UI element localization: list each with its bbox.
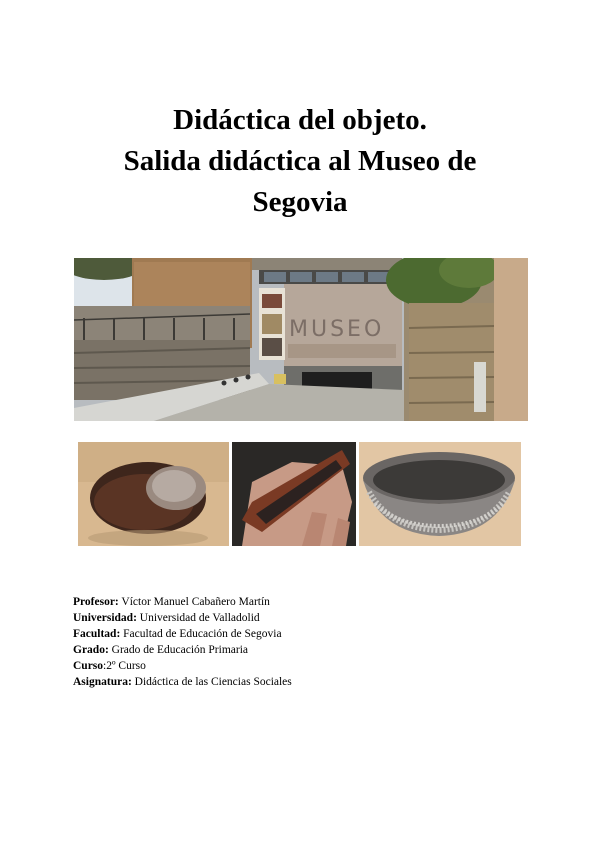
info-label: Universidad:	[73, 612, 137, 624]
title-line-3: Segovia	[252, 186, 348, 218]
polished-stone-photo	[78, 442, 229, 546]
info-value: :2º Curso	[103, 660, 146, 672]
info-value: Víctor Manuel Cabañero Martín	[118, 596, 270, 608]
info-grado	[73, 642, 533, 658]
info-value: Universidad de Valladolid	[136, 612, 260, 624]
museum-sign-text: MUSEO	[289, 317, 385, 342]
info-label: Facultad:	[73, 628, 121, 640]
title-line-2: Salida didáctica al Museo de	[123, 145, 477, 177]
info-facultad	[73, 626, 533, 642]
info-universidad	[73, 610, 533, 626]
museum-facade-photo	[74, 258, 528, 421]
info-value: Facultad de Educación de Segovia	[120, 628, 282, 640]
title-line-1: Didáctica del objeto.	[173, 104, 427, 136]
ceramic-fragment-in-hand-photo	[232, 442, 356, 546]
info-value: Didáctica de las Ciencias Sociales	[131, 676, 292, 688]
info-profesor	[73, 594, 533, 610]
course-info	[73, 594, 533, 690]
info-label: Curso	[73, 660, 104, 672]
info-label: Grado:	[73, 644, 109, 656]
info-asignatura	[73, 674, 533, 690]
ceramic-bowl-photo	[359, 442, 521, 546]
info-label: Asignatura:	[73, 676, 132, 688]
info-value: Grado de Educación Primaria	[108, 644, 249, 656]
info-curso	[73, 658, 533, 674]
info-label: Profesor:	[73, 596, 119, 608]
document-title	[0, 100, 600, 223]
